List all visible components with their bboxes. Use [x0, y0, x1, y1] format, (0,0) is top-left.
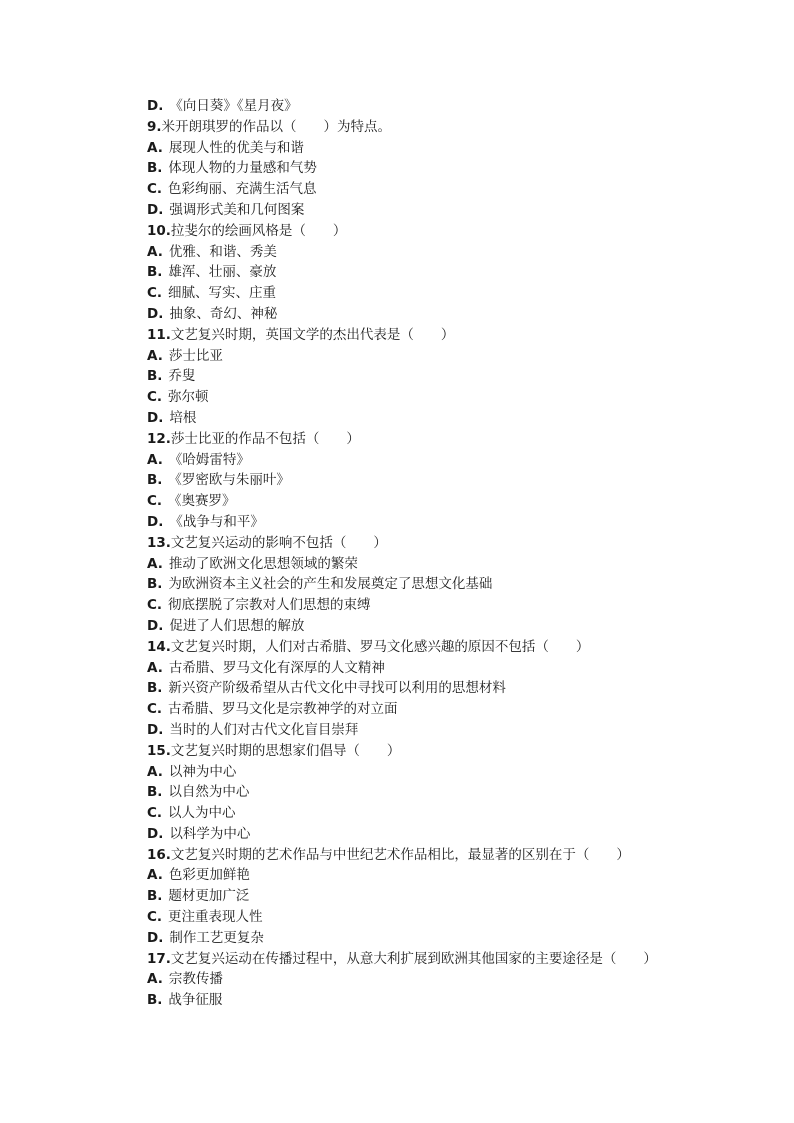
answer-option — [147, 200, 767, 221]
answer-option — [147, 720, 767, 741]
option-text: 抽象、奇幻、神秘 — [169, 305, 278, 322]
answer-option — [147, 304, 767, 325]
option-text: 促进了人们思想的解放 — [169, 617, 305, 634]
option-text: 乔叟 — [168, 368, 196, 385]
answer-option — [147, 658, 767, 679]
answer-option — [147, 262, 767, 283]
option-text: 古希腊、罗马文化是宗教神学的对立面 — [168, 701, 398, 718]
answer-option — [147, 616, 767, 637]
question-number: 14. — [147, 638, 171, 655]
question-stem — [147, 429, 767, 450]
option-letter: D. — [147, 305, 164, 322]
answer-option — [147, 158, 767, 179]
option-text: 古希腊、罗马文化有深厚的人文精神 — [168, 659, 385, 676]
question-text: 文艺复兴时期，人们对古希腊、罗马文化感兴趣的原因不包括（ ） — [170, 638, 590, 655]
question-number: 10. — [147, 222, 171, 239]
option-text: 培根 — [169, 409, 197, 426]
option-letter: A. — [147, 451, 163, 468]
question-number: 15. — [147, 742, 171, 759]
question-stem — [147, 637, 767, 658]
option-text: 制作工艺更复杂 — [169, 929, 264, 946]
option-letter: B. — [147, 472, 163, 489]
answer-option — [147, 491, 767, 512]
question-number: 12. — [147, 430, 171, 447]
option-text: 新兴资产阶级希望从古代文化中寻找可以利用的思想材料 — [168, 680, 506, 697]
option-letter: A. — [147, 659, 163, 676]
answer-option — [147, 928, 767, 949]
answer-option — [147, 450, 767, 471]
answer-option — [147, 96, 767, 117]
option-text: 色彩绚丽、充满生活气息 — [168, 181, 317, 198]
option-text: 题材更加广泛 — [168, 888, 250, 905]
answer-option — [147, 138, 767, 159]
option-text: 以科学为中心 — [169, 825, 251, 842]
option-text: 以神为中心 — [168, 763, 237, 780]
answer-option — [147, 387, 767, 408]
option-letter: D. — [147, 721, 164, 738]
question-text: 米开朗琪罗的作品以（ ）为特点。 — [161, 118, 392, 135]
option-letter: A. — [147, 867, 163, 884]
option-text: 《罗密欧与朱丽叶》 — [168, 472, 290, 489]
option-text: 《奥赛罗》 — [168, 493, 236, 510]
question-number: 16. — [147, 846, 171, 863]
option-letter: B. — [147, 992, 163, 1009]
option-letter: D. — [147, 617, 164, 634]
answer-option — [147, 762, 767, 783]
option-letter: D. — [147, 409, 164, 426]
option-text: 强调形式美和几何图案 — [169, 201, 305, 218]
option-letter: A. — [147, 139, 163, 156]
answer-option — [147, 886, 767, 907]
question-stem — [147, 533, 767, 554]
answer-option — [147, 512, 767, 533]
question-stem — [147, 949, 767, 970]
answer-option — [147, 470, 767, 491]
option-letter: B. — [147, 576, 163, 593]
option-letter: A. — [147, 347, 163, 364]
option-text: 推动了欧洲文化思想领域的繁荣 — [168, 555, 358, 572]
answer-option — [147, 283, 767, 304]
option-letter: D. — [147, 929, 164, 946]
question-stem — [147, 845, 767, 866]
answer-option — [147, 595, 767, 616]
option-text: 莎士比亚 — [168, 347, 223, 364]
answer-option — [147, 699, 767, 720]
option-letter: C. — [147, 285, 163, 302]
answer-option — [147, 179, 767, 200]
option-text: 展现人性的优美与和谐 — [168, 139, 304, 156]
option-text: 以自然为中心 — [168, 784, 250, 801]
answer-option — [147, 803, 767, 824]
question-stem — [147, 325, 767, 346]
option-text: 当时的人们对古代文化盲目崇拜 — [169, 721, 359, 738]
option-letter: A. — [147, 971, 163, 988]
option-text: 弥尔顿 — [168, 389, 209, 406]
answer-option — [147, 678, 767, 699]
question-number: 11. — [147, 326, 171, 343]
question-text: 文艺复兴时期的思想家们倡导（ ） — [170, 742, 401, 759]
answer-option — [147, 969, 767, 990]
answer-option — [147, 865, 767, 886]
answer-option — [147, 554, 767, 575]
option-text: 优雅、和谐、秀美 — [168, 243, 277, 260]
document-body — [147, 96, 767, 1011]
question-text: 莎士比亚的作品不包括（ ） — [170, 430, 360, 447]
option-text: 《哈姆雷特》 — [168, 451, 250, 468]
option-text: 宗教传播 — [168, 971, 223, 988]
option-text: 体现人物的力量感和气势 — [168, 160, 317, 177]
answer-option — [147, 990, 767, 1011]
option-letter: A. — [147, 243, 163, 260]
answer-option — [147, 242, 767, 263]
answer-option — [147, 346, 767, 367]
option-letter: C. — [147, 701, 163, 718]
question-text: 拉斐尔的绘画风格是（ ） — [170, 222, 347, 239]
option-text: 彻底摆脱了宗教对人们思想的束缚 — [168, 597, 371, 614]
option-letter: B. — [147, 264, 163, 281]
option-letter: D. — [147, 825, 164, 842]
option-letter: C. — [147, 805, 163, 822]
option-letter: D. — [147, 98, 164, 114]
option-text: 色彩更加鲜艳 — [168, 867, 250, 884]
option-letter: C. — [147, 909, 163, 926]
option-letter: D. — [147, 201, 164, 218]
option-text: 战争征服 — [168, 992, 223, 1009]
option-letter: B. — [147, 888, 163, 905]
option-letter: B. — [147, 680, 163, 697]
option-letter: B. — [147, 368, 163, 385]
option-letter: C. — [147, 493, 163, 510]
option-text: 更注重表现人性 — [168, 909, 263, 926]
question-text: 文艺复兴时期，英国文学的杰出代表是（ ） — [170, 326, 455, 343]
option-letter: C. — [147, 597, 163, 614]
answer-option — [147, 574, 767, 595]
option-text: 雄浑、壮丽、豪放 — [168, 264, 277, 281]
question-stem — [147, 741, 767, 762]
question-text: 文艺复兴运动的影响不包括（ ） — [170, 534, 387, 551]
question-number: 17. — [147, 950, 171, 967]
option-letter: D. — [147, 513, 164, 530]
option-letter: B. — [147, 160, 163, 177]
question-text: 文艺复兴运动在传播过程中，从意大利扩展到欧洲其他国家的主要途径是（ ） — [170, 950, 657, 967]
answer-option — [147, 782, 767, 803]
answer-option — [147, 824, 767, 845]
option-text: 为欧洲资本主义社会的产生和发展奠定了思想文化基础 — [168, 576, 493, 593]
option-text: 细腻、写实、庄重 — [168, 285, 277, 302]
answer-option — [147, 907, 767, 928]
option-letter: A. — [147, 555, 163, 572]
option-letter: B. — [147, 784, 163, 801]
option-text: 以人为中心 — [168, 805, 236, 822]
question-stem — [147, 117, 767, 138]
option-letter: A. — [147, 763, 163, 780]
answer-option — [147, 366, 767, 387]
question-number: 13. — [147, 534, 171, 551]
option-text: 《战争与和平》 — [169, 513, 264, 530]
option-text: 《向日葵》《星月夜》 — [169, 98, 298, 114]
option-letter: C. — [147, 389, 163, 406]
answer-option — [147, 408, 767, 429]
question-number: 9. — [147, 118, 162, 135]
option-letter: C. — [147, 181, 163, 198]
question-stem — [147, 221, 767, 242]
question-text: 文艺复兴时期的艺术作品与中世纪艺术作品相比，最显著的区别在于（ ） — [170, 846, 630, 863]
